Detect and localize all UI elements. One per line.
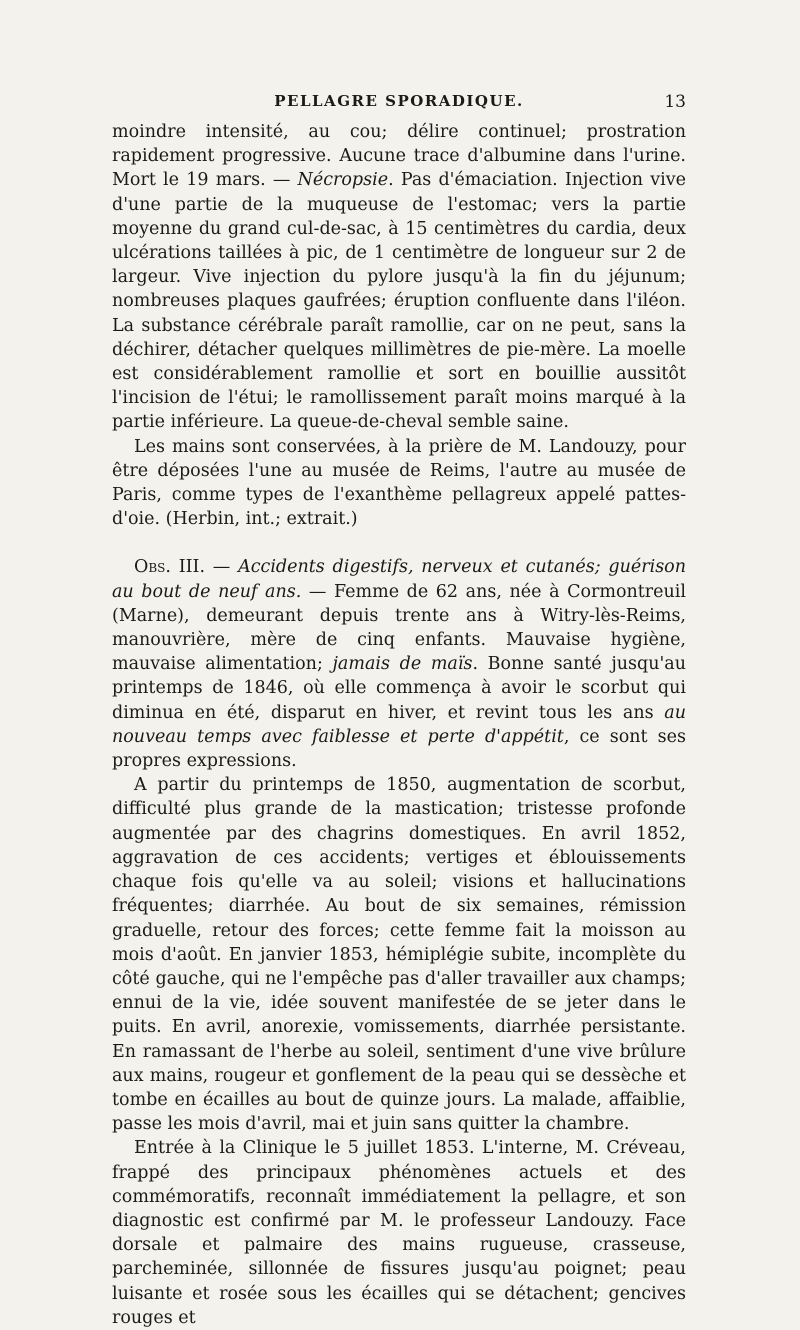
text-run: moindre intensité, au cou; délire continuel; prostration rapidement progressive. Aucune trace d'albumine dans l'urine. Mort le 19 mars. —	[112, 122, 686, 191]
text-run: , ce sont ses propres expressions.	[112, 726, 686, 772]
italic-text: Accidents digestifs, nerveux et cutanés; guérison au bout de neuf ans.	[112, 557, 686, 602]
small-caps-text: Obs.	[134, 557, 171, 578]
body-text	[112, 120, 686, 1330]
running-head	[112, 92, 686, 120]
text-run: . Pas d'émaciation. Injection vive d'une partie de la muqueuse de l'estomac; vers la partie moyenne du grand cul-de-sac, à 15 centimètres du cardia, deux ulcérations taillées à pic, de 1 centimètre de longueur sur 2 de largeur. Vive injection du pylore jusqu'à la fin du jéjunum; nombreuses plaques gaufrées; éruption confluente dans l'iléon. La substance cérébrale paraît ramollie, car on ne peut, sans la déchirer, détacher quelques millimètres de pie-mère. La moelle est considérablement ramollie et sort en bouillie aussitôt l'incision de l'étui; le ramollissement paraît moins marqué à la partie inférieure. La queue-de-cheval semble saine.	[112, 170, 687, 433]
paragraph-p2	[112, 435, 686, 532]
text-run: III. —	[170, 557, 239, 578]
running-title: PELLAGRE SPORADIQUE.	[274, 92, 524, 110]
text-run: . Bonne santé jusqu'au printemps de 1846, où elle commença à avoir le scorbut qui diminua en été, disparut en hiver, et revint tous les ans	[112, 654, 686, 723]
paragraph-p4	[112, 773, 686, 1136]
text-run: — Femme de 62 ans, née à Cormontreuil (Marne), demeurant depuis trente ans à Witry-lès-Reims, manouvrière, mère de cinq enfants. Mauvaise hygiène, mauvaise alimentation;	[112, 581, 686, 675]
paragraph-p3	[112, 555, 686, 773]
page-number: 13	[664, 92, 686, 112]
italic-text: jamais de maïs	[332, 654, 473, 675]
book-page	[112, 92, 686, 1330]
paragraph-gap	[112, 531, 686, 555]
italic-text: au nouveau temps avec faiblesse et perte d'appétit	[112, 702, 686, 747]
text-run: Entrée à la Clinique le 5 juillet 1853. L'interne, M. Créveau, frappé des principaux phénomènes actuels et des commémoratifs, reconnaît immédiatement la pellagre, et son diagnostic est confirmé par M. le professeur Landouzy. Face dorsale et palmaire des mains rugueuse, crasseuse, parcheminée, sillonnée de fissures jusqu'au poignet; peau luisante et rosée sous les écailles qui se détachent; gencives rouges et	[112, 1138, 686, 1328]
italic-text: Nécropsie	[297, 170, 389, 191]
text-run: Les mains sont conservées, à la prière de M. Landouzy, pour être déposées l'une au musée de Reims, l'autre au musée de Paris, comme types de l'exanthème pellagreux appelé pattes-d'oie. (Herbin, int.; extrait.)	[112, 436, 686, 530]
paragraph-p1	[112, 120, 686, 435]
paragraph-p5	[112, 1136, 686, 1330]
text-run: A partir du printemps de 1850, augmentation de scorbut, difficulté plus grande de la mastication; tristesse profonde augmentée par des chagrins domestiques. En avril 1852, aggravation de ces accidents; vertiges et éblouissements chaque fois qu'elle va au soleil; visions et hallucinations fréquentes; diarrhée. Au bout de six semaines, rémission graduelle, retour des forces; cette femme fait la moisson au mois d'août. En janvier 1853, hémiplégie subite, incomplète du côté gauche, qui ne l'empêche pas d'aller travailler aux champs; ennui de la vie, idée souvent manifestée de se jeter dans le puits. En avril, anorexie, vomissements, diarrhée persistante. En ramassant de l'herbe au soleil, sentiment d'une vive brûlure aux mains, rougeur et gonflement de la peau qui se dessèche et tombe en écailles au bout de quinze jours. La malade, affaiblie, passe les mois d'avril, mai et juin sans quitter la chambre.	[112, 775, 686, 1135]
